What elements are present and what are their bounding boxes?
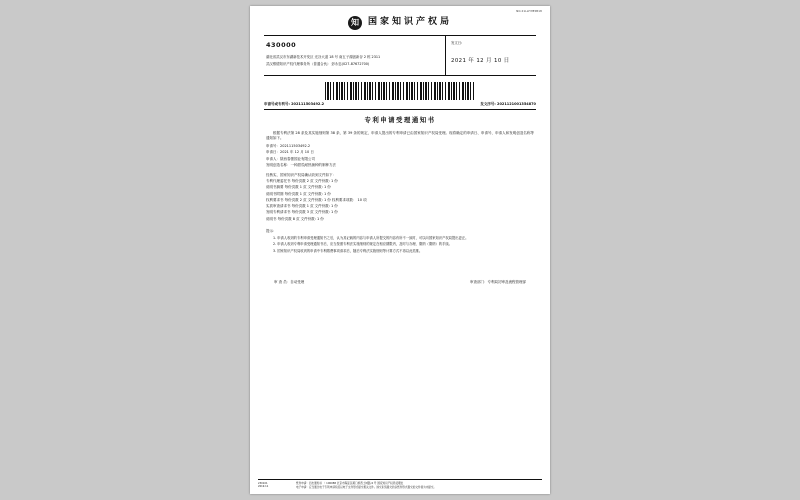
top-code: NO.21LLHYB5B18 (516, 10, 542, 13)
field-application-number: 申请号：202111503492.2 (266, 143, 311, 148)
note-item: 2. 申请人收到专利申请受理通知书后，应当按照专利法实施细则的规定在相应期限内，及时与办理、缴纳（缴纳）的手续。 (273, 242, 452, 247)
postal-code: 430000 (266, 41, 297, 49)
field-application-date: 申请日：2021 年 12 月 10 日 (266, 150, 314, 155)
dispatch-date-label: 发文日: (451, 41, 463, 45)
document-body (266, 131, 534, 254)
attachment-intro: 经核实，国家知识产权局确认收到文件如下： (266, 172, 336, 177)
note-item: 1. 申请人收到的专利申请受理通知书之后，认为其记载的内容与申请人所提交的内容有所不一致时，可以向国家知识产权局提出更正。 (273, 235, 469, 240)
note-item: 3. 国家知识产权局收到的申请中专利缴费事项请求后，随后专利法实施细则等计算方式不再以此类推。 (273, 249, 423, 254)
list-item: 说明书摘要 每份页数 1 页 文件份数: 1 份 (266, 185, 331, 190)
field-applicant: 申请人：陕西春蕾园业有限公司 (266, 156, 315, 161)
barcode-area (264, 82, 536, 100)
address-block (264, 36, 536, 76)
notes-title: 提示： (266, 228, 277, 233)
document-header (250, 6, 550, 30)
page-title: 专利申请受理通知书 (364, 116, 436, 125)
list-item: 发明专利请求书 每份页数 3 页 文件份数: 1 份 (266, 210, 338, 215)
national-emblem-icon: 知 (348, 16, 362, 30)
dispatch-serial: 发文序号: 2021121001354870 (480, 102, 536, 107)
examiner-field: 审 查 员：自动受理 (274, 280, 305, 284)
list-item: 说明书附图 每份页数 1 页 文件份数: 1 份 (266, 191, 331, 196)
identifier-row (264, 102, 536, 110)
addressee-panel (264, 36, 446, 75)
dispatch-date-value: 2021 年 12 月 10 日 (451, 57, 510, 64)
list-item: 权利要求书 每份页数 2 页 文件份数: 1 份 权利要求项数： 10 项 (266, 197, 367, 202)
issuing-authority-title: 国家知识产权局 (367, 17, 452, 28)
field-invention-title: 发明创造名称：一种甜瓜耐热菌种的制种方法 (266, 163, 336, 168)
signature-row (274, 280, 526, 285)
dispatch-date-panel (446, 36, 536, 75)
form-code: 230101 2019.11 (258, 481, 269, 489)
footer-instructions: 纸件申请：四出通知书 （ 100088 北京市海淀区蓟门桥西土城路 6 号 国家知识产权局受理处 电子申请：应当通过电子专利申请系统以电子文件形式提交相关文件。递交系统提交的以纸件形式提交的文件视为未提交。 (296, 481, 437, 489)
address-line-1: 湖北省武汉市东湖新技术开发区 光谷大道 18 号 南五子湖创新谷 2 栋 2311 (266, 55, 381, 60)
examining-department-field: 审查部门：专利局初审及流程管理部 (470, 280, 526, 284)
footer-fineprint (258, 479, 542, 490)
list-item: 说明书 每份页数 8 页 文件份数: 1 份 (266, 216, 324, 221)
list-item: 专利代理委托书 每份页数 2 页 文件份数: 1 份 (266, 179, 338, 184)
list-item: 实质审查请求书 每份页数 1 页 文件份数: 1 份 (266, 204, 338, 209)
document-page (250, 6, 550, 494)
intro-paragraph: 根据专利法第 28 条及其实施细则第 38 条、第 39 条的规定，申请人提出的专利申请已由国家知识产权局受理。现将确定的申请日、申请号、申请人和发明创造名称等通知如下。 (266, 130, 534, 140)
barcode-image (325, 82, 475, 100)
address-line-2: 武汉维德知识产权代理事务所（普通合伙） 彭永忠(027-87672700) (266, 62, 370, 67)
application-number: 申请号或专利号: 202111503492.2 (264, 102, 325, 107)
